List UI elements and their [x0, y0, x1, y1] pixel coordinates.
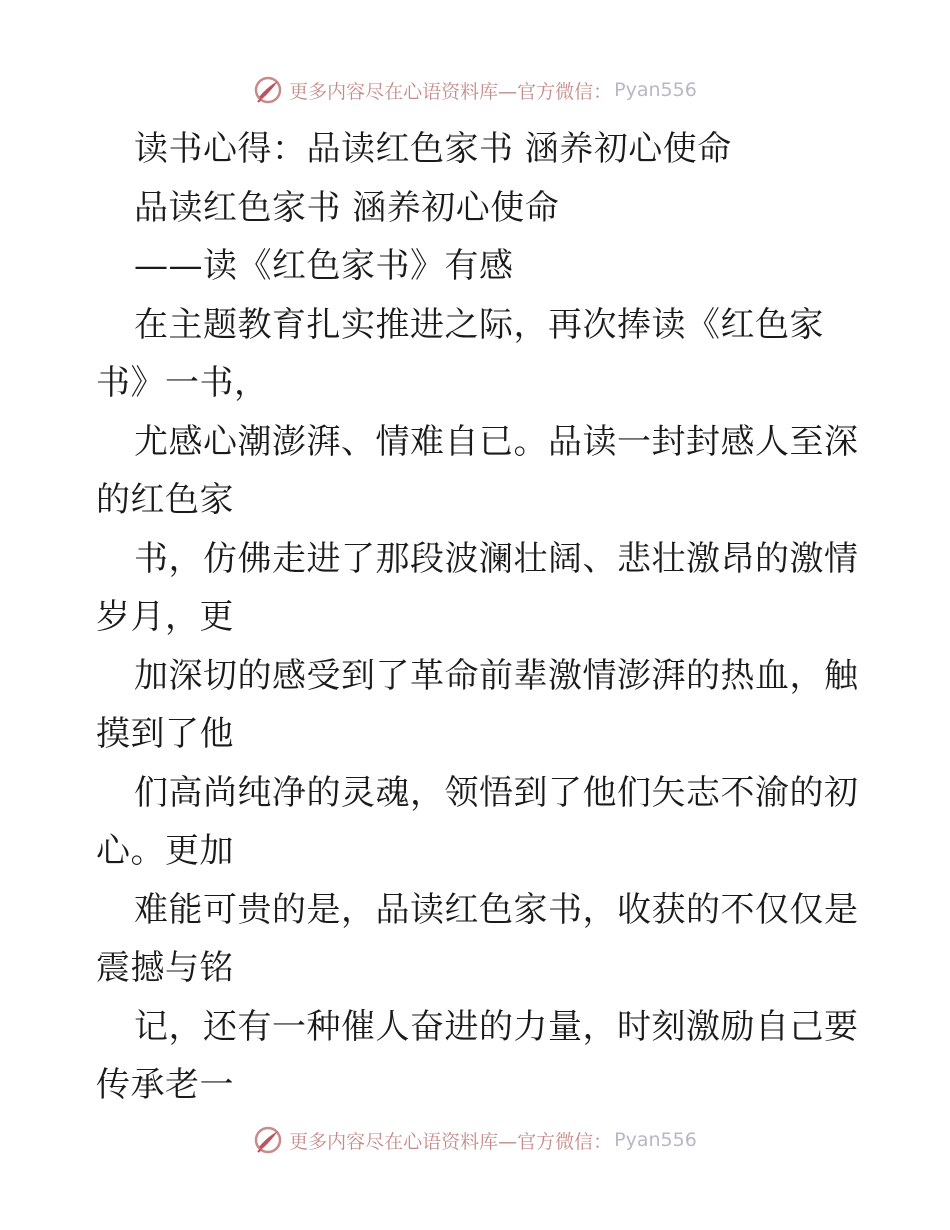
doc-line: 品读红色家书 涵养初心使命 [134, 187, 560, 228]
doc-line: 难能可贵的是，品读红色家书，收获的不仅仅是 [134, 889, 859, 930]
watermark-wechat-id: Pyan556 [614, 79, 697, 101]
watermark-text: 更多内容尽在心语资料库—官方微信： [289, 1130, 613, 1153]
doc-line: 岁月，更 [96, 597, 234, 637]
doc-line: 书，仿佛走进了那段波澜壮阔、悲壮激昂的激情 [134, 538, 859, 579]
doc-line: ——读《红色家书》有感 [134, 246, 514, 286]
doc-line: 们高尚纯净的灵魂，领悟到了他们矢志不渝的初 [134, 772, 859, 813]
header-watermark [0, 70, 950, 110]
doc-line: 读书心得：品读红色家书 涵养初心使命 [134, 129, 732, 169]
document-body [96, 120, 866, 1115]
doc-line: 尤感心潮澎湃、情难自已。品读一封封感人至深 [134, 421, 859, 462]
quill-logo-icon [253, 75, 283, 105]
footer-watermark [0, 1120, 950, 1160]
doc-line: 书》一书， [96, 363, 269, 403]
watermark-wechat-id: Pyan556 [614, 1129, 697, 1151]
doc-line: 的红色家 [96, 480, 234, 520]
doc-line: 心。更加 [96, 831, 234, 871]
doc-line: 记，还有一种催人奋进的力量，时刻激励自己要 [134, 1006, 859, 1047]
doc-line: 摸到了他 [96, 714, 234, 754]
doc-line: 传承老一 [96, 1065, 234, 1105]
watermark-text: 更多内容尽在心语资料库—官方微信： [289, 80, 613, 103]
doc-line: 震撼与铭 [96, 948, 234, 988]
doc-line: 加深切的感受到了革命前辈激情澎湃的热血，触 [134, 655, 859, 696]
quill-logo-icon [253, 1125, 283, 1155]
doc-line: 在主题教育扎实推进之际，再次捧读《红色家 [134, 304, 824, 345]
